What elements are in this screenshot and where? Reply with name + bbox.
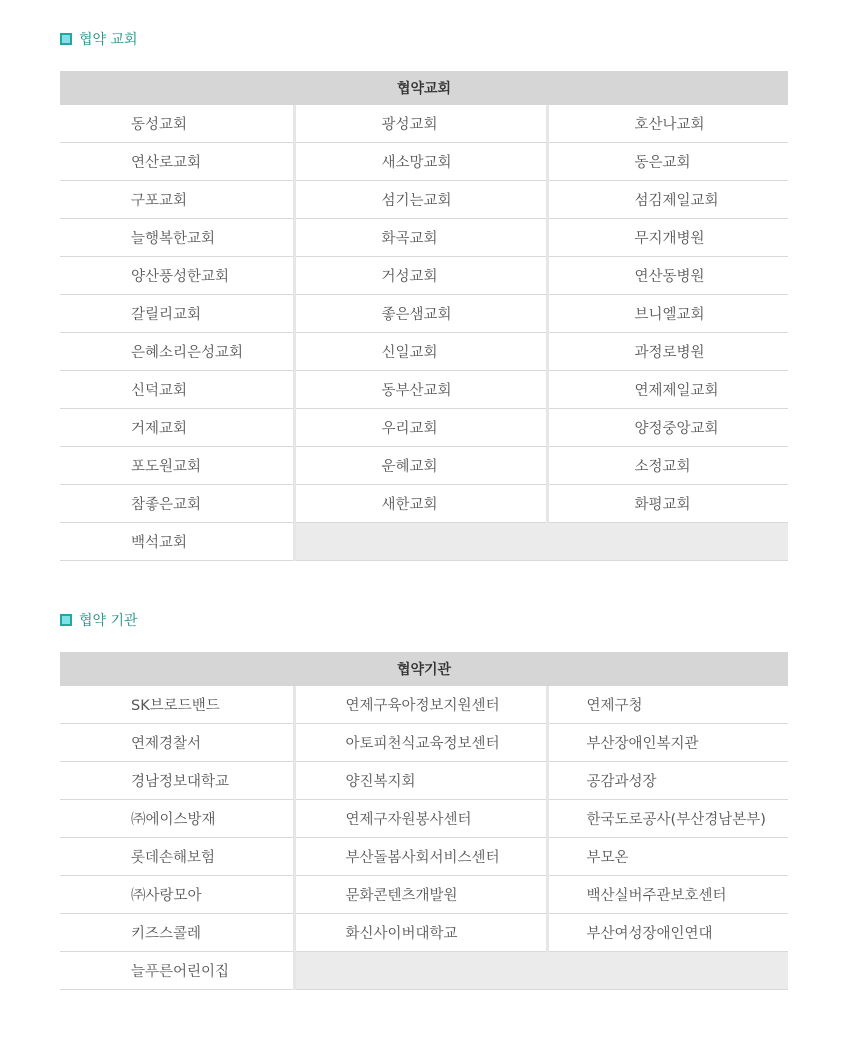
table-row xyxy=(60,724,788,762)
table-cell: 화곡교회 xyxy=(294,219,547,257)
table-row xyxy=(60,876,788,914)
table-header: 협약기관 xyxy=(60,652,788,686)
table-cell: 섬기는교회 xyxy=(294,181,547,219)
table-row xyxy=(60,333,788,371)
table-cell: 브니엘교회 xyxy=(547,295,788,333)
table-cell: 연제구육아정보지원센터 xyxy=(294,686,547,724)
table-cell: 백석교회 xyxy=(60,523,294,561)
table-cell: 화신사이버대학교 xyxy=(294,914,547,952)
table-cell: 연산동병원 xyxy=(547,257,788,295)
table-cell: 연제구청 xyxy=(547,686,788,724)
table-row xyxy=(60,181,788,219)
churches-table xyxy=(60,71,788,561)
section-title-churches xyxy=(60,29,138,49)
table-cell: 우리교회 xyxy=(294,409,547,447)
empty-cell xyxy=(294,523,788,561)
table-body xyxy=(60,105,788,561)
table-cell: 거제교회 xyxy=(60,409,294,447)
table-row xyxy=(60,257,788,295)
table-cell: 연제경찰서 xyxy=(60,724,294,762)
table-cell: 공감과성장 xyxy=(547,762,788,800)
table-cell: 좋은샘교회 xyxy=(294,295,547,333)
table-cell: 섬김제일교회 xyxy=(547,181,788,219)
table-row xyxy=(60,447,788,485)
table-cell: 양정중앙교회 xyxy=(547,409,788,447)
table-cell: 연제구자원봉사센터 xyxy=(294,800,547,838)
table-cell: 신일교회 xyxy=(294,333,547,371)
table-row xyxy=(60,485,788,523)
table-cell: 참좋은교회 xyxy=(60,485,294,523)
table-cell: SK브로드밴드 xyxy=(60,686,294,724)
table-cell: 새한교회 xyxy=(294,485,547,523)
table-header-row xyxy=(60,652,788,686)
table-cell: 거성교회 xyxy=(294,257,547,295)
table-row xyxy=(60,371,788,409)
table-cell: 동성교회 xyxy=(60,105,294,143)
table-row xyxy=(60,219,788,257)
table-cell: 운혜교회 xyxy=(294,447,547,485)
table-cell: 양진복지회 xyxy=(294,762,547,800)
table-cell: 늘푸른어린이집 xyxy=(60,952,294,990)
table-row xyxy=(60,105,788,143)
table-cell: 백산실버주관보호센터 xyxy=(547,876,788,914)
table-cell: 연산로교회 xyxy=(60,143,294,181)
table-row xyxy=(60,952,788,990)
table-cell: 호산나교회 xyxy=(547,105,788,143)
table-row xyxy=(60,523,788,561)
empty-cell xyxy=(294,952,788,990)
table-cell: 부모온 xyxy=(547,838,788,876)
table-cell: 경남정보대학교 xyxy=(60,762,294,800)
table-cell: 부산장애인복지관 xyxy=(547,724,788,762)
table-row xyxy=(60,686,788,724)
table-body xyxy=(60,686,788,990)
table-cell: 과정로병원 xyxy=(547,333,788,371)
table-cell: 동은교회 xyxy=(547,143,788,181)
table-cell: 구포교회 xyxy=(60,181,294,219)
table-row xyxy=(60,409,788,447)
table-cell: 문화콘텐츠개발원 xyxy=(294,876,547,914)
table-cell: ㈜사랑모아 xyxy=(60,876,294,914)
table-cell: 한국도로공사(부산경남본부) xyxy=(547,800,788,838)
table-row xyxy=(60,914,788,952)
organizations-table xyxy=(60,652,788,990)
square-bullet-icon xyxy=(60,614,72,626)
table-cell: 키즈스콜레 xyxy=(60,914,294,952)
square-bullet-icon xyxy=(60,33,72,45)
table-cell: 부산돌봄사회서비스센터 xyxy=(294,838,547,876)
table-cell: 연제제일교회 xyxy=(547,371,788,409)
table-cell: 늘행복한교회 xyxy=(60,219,294,257)
section-title-label: 협약 교회 xyxy=(79,32,138,48)
section-title-label: 협약 기관 xyxy=(79,613,138,629)
table-row xyxy=(60,295,788,333)
table-row xyxy=(60,143,788,181)
table-header-row xyxy=(60,71,788,105)
table-cell: 동부산교회 xyxy=(294,371,547,409)
table-cell: 소정교회 xyxy=(547,447,788,485)
table-header: 협약교회 xyxy=(60,71,788,105)
table-cell: 부산여성장애인연대 xyxy=(547,914,788,952)
table-cell: 롯데손해보험 xyxy=(60,838,294,876)
table-cell: 아토피천식교육정보센터 xyxy=(294,724,547,762)
table-cell: 화평교회 xyxy=(547,485,788,523)
table-cell: ㈜에이스방재 xyxy=(60,800,294,838)
table-cell: 은혜소리은성교회 xyxy=(60,333,294,371)
table-row xyxy=(60,762,788,800)
table-cell: 포도원교회 xyxy=(60,447,294,485)
table-cell: 광성교회 xyxy=(294,105,547,143)
table-cell: 신덕교회 xyxy=(60,371,294,409)
table-row xyxy=(60,838,788,876)
section-title-organizations xyxy=(60,610,138,630)
table-row xyxy=(60,800,788,838)
table-cell: 갈릴리교회 xyxy=(60,295,294,333)
table-cell: 양산풍성한교회 xyxy=(60,257,294,295)
table-cell: 새소망교회 xyxy=(294,143,547,181)
table-cell: 무지개병원 xyxy=(547,219,788,257)
